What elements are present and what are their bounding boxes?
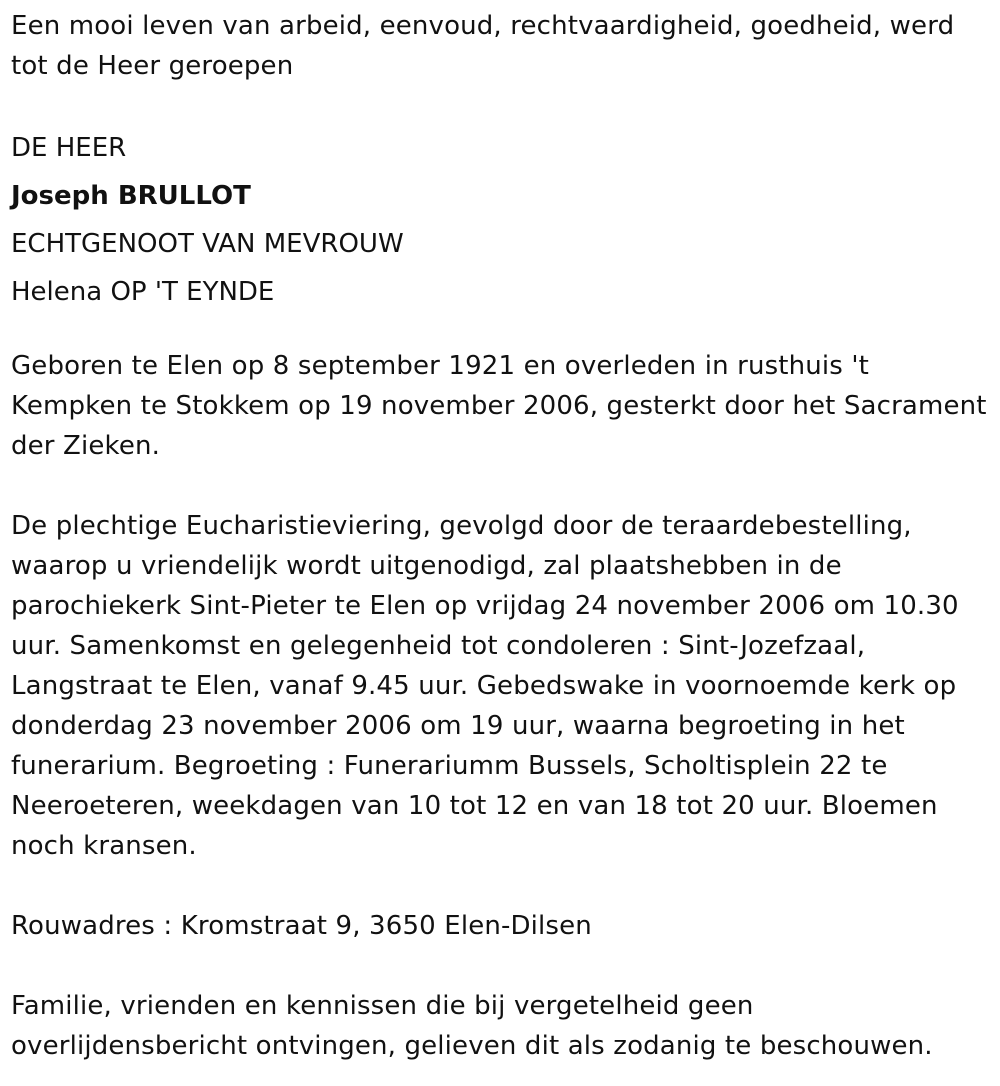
intro-text: Een mooi leven van arbeid, eenvoud, rechtvaardigheid, goedheid, werd tot de Heer geroepen xyxy=(11,11,955,81)
ceremony-paragraph: De plechtige Eucharistieviering, gevolgd door de teraardebestelling, waarop u vriendelijk wordt uitgenodigd, zal plaatshebben in de parochiekerk Sint-Pieter te Elen op vrijdag 24 november 2006 om 10.30 uur. Samenkomst en gelegenheid tot condoleren : Sint-Jozefzaal, Langstraat te Elen, vanaf 9.45 uur. Gebedswake in voornoemde kerk op donderdag 23 november 2006 om 19 uur, waarna begroeting in het funerarium. Begroeting : Funerariumm Bussels, Scholtisplein 22 te Neeroeteren, weekdagen van 10 tot 12 en van 18 tot 20 uur. Bloemen noch kransen. xyxy=(11,511,959,861)
honorific-title: DE HEER xyxy=(11,133,127,163)
mourning-address: Rouwadres : Kromstraat 9, 3650 Elen-Dilsen xyxy=(11,911,592,941)
obituary-notice xyxy=(11,6,991,1066)
spouse-name: Helena OP 'T EYNDE xyxy=(11,277,275,307)
spouse-label: ECHTGENOOT VAN MEVROUW xyxy=(11,229,404,259)
spacer xyxy=(11,946,991,986)
spacer xyxy=(11,86,991,124)
spacer xyxy=(11,316,991,346)
deceased-name: Joseph BRULLOT xyxy=(11,181,251,211)
birth-death-paragraph: Geboren te Elen op 8 september 1921 en overleden in rusthuis 't Kempken te Stokkem op 19 november 2006, gesterkt door het Sacrament der Zieken. xyxy=(11,351,987,461)
spacer xyxy=(11,866,991,906)
spacer xyxy=(11,466,991,506)
closing-paragraph: Familie, vrienden en kennissen die bij vergetelheid geen overlijdensbericht ontvingen, gelieven dit als zodanig te beschouwen. xyxy=(11,991,933,1061)
